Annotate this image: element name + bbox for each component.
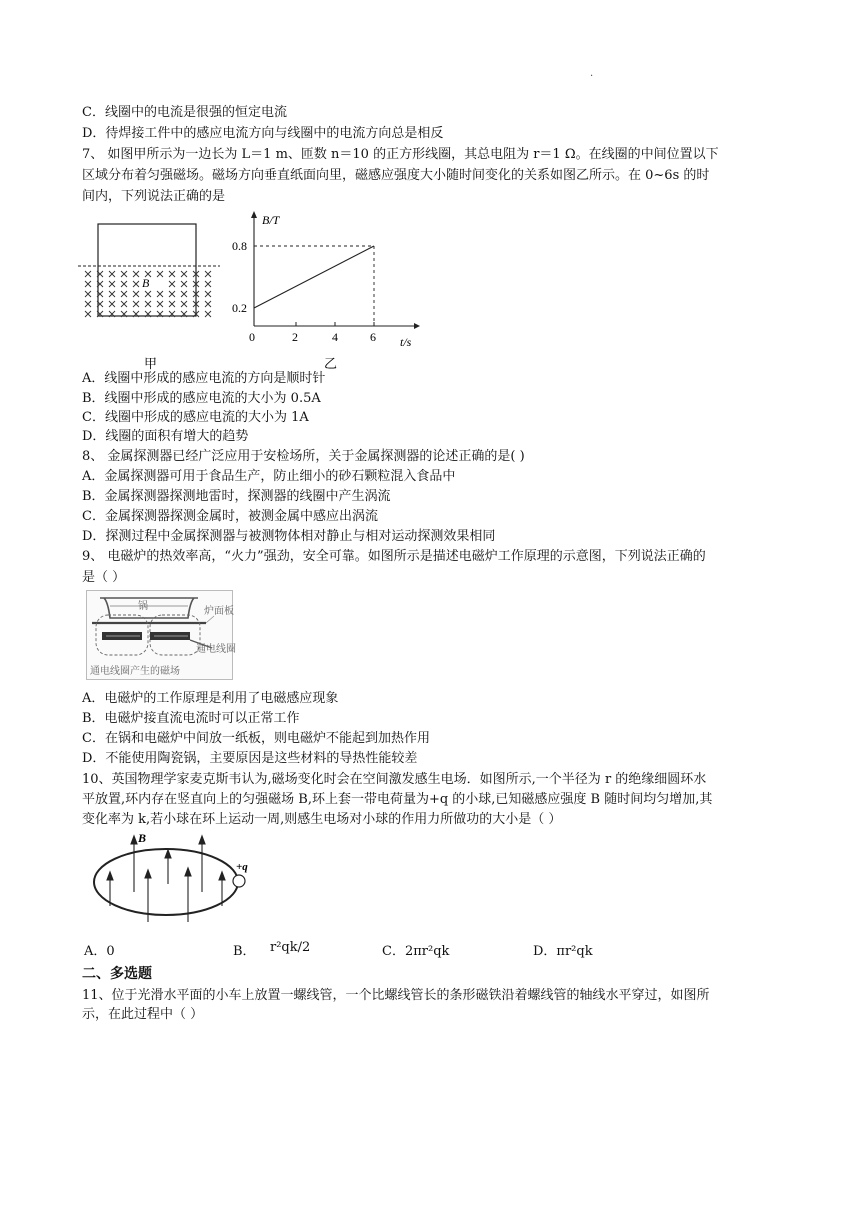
charge-label: +q xyxy=(236,861,248,873)
q8-option-b: B．金属探测器探测地雷时，探测器的线圈中产生涡流 xyxy=(82,489,391,504)
header-dot: . xyxy=(590,68,594,79)
field-cross xyxy=(157,301,163,307)
q9-option-c: C．在锅和电磁炉中间放一纸板，则电磁炉不能起到加热作用 xyxy=(82,731,430,746)
field-cross xyxy=(121,271,127,277)
field-cross xyxy=(133,281,139,287)
xtick-4: 4 xyxy=(332,330,338,344)
q10-option-d: D．πr²qk xyxy=(533,944,593,959)
field-cross xyxy=(109,301,115,307)
field-cross xyxy=(205,311,211,317)
q6-option-c: C．线圈中的电流是很强的恒定电流 xyxy=(82,105,287,120)
field-cross xyxy=(157,291,163,297)
field-cross xyxy=(205,281,211,287)
xtick-6: 6 xyxy=(370,330,376,344)
insulated-ring xyxy=(94,849,238,915)
q9-figure xyxy=(86,590,246,682)
field-cross xyxy=(169,291,175,297)
field-cross xyxy=(85,301,91,307)
square-coil xyxy=(98,224,196,316)
series-line xyxy=(254,246,374,308)
figure-label-yi: 乙 xyxy=(324,356,338,371)
y-axis-label: B/T xyxy=(262,213,280,227)
q10-option-b-prefix: B． xyxy=(233,944,256,959)
b-axis-arrow xyxy=(251,211,257,218)
q7-stem-line3: 间内，下列说法正确的是 xyxy=(82,189,226,204)
field-cross xyxy=(121,291,127,297)
ytick-08: 0.8 xyxy=(232,239,247,253)
coil-label: 通电线圈 xyxy=(196,644,236,655)
q8-stem: 8、 金属探测器已经广泛应用于安检场所，关于金属探测器的论述正确的是( ) xyxy=(82,449,525,464)
field-cross xyxy=(181,271,187,277)
q6-option-d: D．待焊接工件中的感应电流方向与线圈中的电流方向总是相反 xyxy=(82,126,444,141)
q7-stem-line2: 区域分布着匀强磁场。磁场方向垂直纸面向里，磁感应强度大小随时间变化的关系如图乙所示。在 0~6s 的时 xyxy=(82,168,710,183)
xtick-2: 2 xyxy=(292,330,298,344)
field-cross xyxy=(121,301,127,307)
field-cross xyxy=(169,281,175,287)
xtick-0: 0 xyxy=(249,330,255,344)
t-axis-arrow xyxy=(414,323,420,329)
q10-figure xyxy=(90,826,270,932)
field-cross xyxy=(181,291,187,297)
field-cross xyxy=(109,281,115,287)
q7-figure xyxy=(78,208,428,376)
b-t-graph xyxy=(232,211,420,371)
q8-option-c: C．金属探测器探测金属时，被测金属中感应出涡流 xyxy=(82,509,378,524)
charged-ball xyxy=(233,875,245,887)
pot-label: 锅 xyxy=(138,601,148,612)
q10-stem-line2: 平放置,环内存在竖直向上的匀强磁场 B,环上套一带电荷量为+q 的小球,已知磁感应强度 B 随时间均匀增加,其 xyxy=(82,792,713,807)
x-axis-label: t/s xyxy=(400,335,412,349)
q9-option-d: D．不能使用陶瓷锅，主要原因是这些材料的导热性能较差 xyxy=(82,751,418,766)
field-cross xyxy=(109,271,115,277)
q11-stem-line2: 示，在此过程中（ ） xyxy=(82,1007,204,1022)
field-cross xyxy=(109,291,115,297)
field-cross xyxy=(85,271,91,277)
q11-stem-line1: 11、位于光滑水平面的小车上放置一螺线管，一个比螺线管长的条形磁铁沿着螺线管的轴线水平穿过，如图所 xyxy=(82,988,710,1003)
q7-option-a: A．线圈中形成的感应电流的方向是顺时针 xyxy=(82,371,326,386)
field-cross xyxy=(85,281,91,287)
q10-stem-line3: 变化率为 k,若小球在环上运动一周,则感生电场对小球的作用力所做功的大小是（ ） xyxy=(82,812,562,827)
q10-stem-line1: 10、英国物理学家麦克斯韦认为,磁场变化时会在空间激发感生电场．如图所示,一个半径为 r 的绝缘细圆环水 xyxy=(82,772,707,787)
field-cross xyxy=(181,281,187,287)
figure-label-jia: 甲 xyxy=(144,356,158,371)
field-b-label: B xyxy=(142,276,150,290)
field-cross xyxy=(145,291,151,297)
q7-option-b: B．线圈中形成的感应电流的大小为 0.5A xyxy=(82,391,321,406)
q7-option-d: D．线圈的面积有增大的趋势 xyxy=(82,429,249,444)
panel-label: 炉面板 xyxy=(204,606,234,617)
field-label: 通电线圈产生的磁场 xyxy=(90,666,180,677)
field-cross xyxy=(133,301,139,307)
q9-option-b: B．电磁炉接直流电流时可以正常工作 xyxy=(82,711,300,726)
q9-stem-line1: 9、 电磁炉的热效率高，“火力”强劲，安全可靠。如图所示是描述电磁炉工作原理的示意图，下列说法正确的 xyxy=(82,549,706,564)
field-cross xyxy=(133,271,139,277)
field-cross xyxy=(205,271,211,277)
field-cross xyxy=(85,291,91,297)
q9-option-a: A．电磁炉的工作原理是利用了电磁感应现象 xyxy=(82,691,339,706)
q7-stem-line1: 7、 如图甲所示为一边长为 L＝1 m、匝数 n＝10 的正方形线圈，其总电阻为 r＝1 Ω。在线圈的中间位置以下 xyxy=(82,147,719,162)
q7-option-c: C．线圈中形成的感应电流的大小为 1A xyxy=(82,410,309,425)
q9-stem-line2: 是（ ） xyxy=(82,570,126,585)
field-cross xyxy=(157,271,163,277)
field-cross xyxy=(205,291,211,297)
field-cross xyxy=(169,271,175,277)
field-cross xyxy=(121,281,127,287)
q10-option-b: r²qk/2 xyxy=(270,940,311,955)
field-b-label: B xyxy=(138,831,147,845)
q8-option-a: A．金属探测器可用于食品生产，防止细小的砂石颗粒混入食品中 xyxy=(82,469,456,484)
q8-option-d: D．探测过程中金属探测器与被测物体相对静止与相对运动探测效果相同 xyxy=(82,529,496,544)
field-cross xyxy=(205,301,211,307)
field-cross xyxy=(145,301,151,307)
q10-option-a: A．0 xyxy=(84,944,115,959)
q10-option-c: C．2πr²qk xyxy=(382,944,450,959)
field-cross xyxy=(133,291,139,297)
field-cross xyxy=(169,301,175,307)
ytick-02: 0.2 xyxy=(232,301,247,315)
field-cross xyxy=(181,301,187,307)
field-cross xyxy=(85,311,91,317)
section-heading: 二、多选题 xyxy=(82,966,152,982)
